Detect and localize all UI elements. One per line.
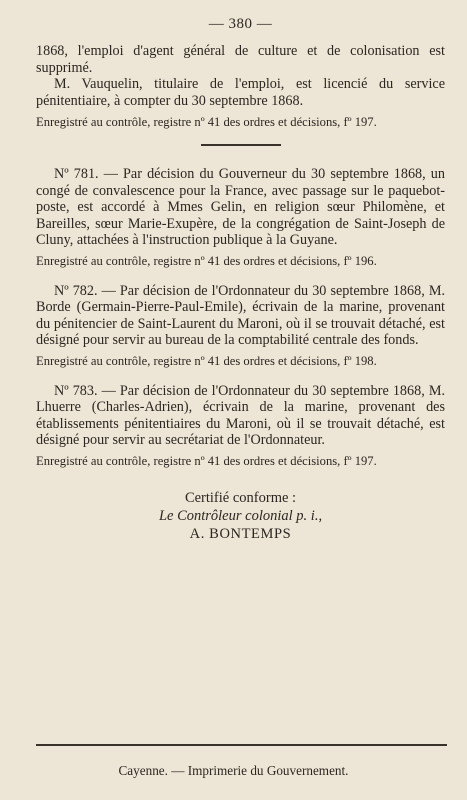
decision-text: Nº 783. — Par décision de l'Ordonnateur du 30 septembre 1868, M. Lhuerre (Charles-Adrien), écrivain de la marine, provenant des établissements pénitentiaires du Maroni, où il se trouvait détaché, est désigné pour servir au secrétariat de l'Ordonnateur.	[36, 382, 445, 448]
decision-text: Nº 782. — Par décision de l'Ordonnateur du 30 septembre 1868, M. Borde (Germain-Pierre-Paul-Emile), écrivain de la marine, provenant du pénitencier de Saint-Laurent du Maroni, où il se trouvait détaché, est désigné pour servir au bureau de la comptabilité centrale des fonds.	[36, 282, 445, 348]
controller-title: Le Contrôleur colonial p. i.,	[158, 507, 323, 524]
signatory-name: A. BONTEMPS	[189, 525, 292, 542]
page-number: — 380 —	[208, 16, 273, 32]
intro-paragraph-2: M. Vauquelin, titulaire de l'emploi, est licencié du service pénitentiaire, à compter du 30 septembre 1868.	[36, 76, 445, 109]
decision-registration-note: Enregistré au contrôle, registre nº 41 des ordres et décisions, fº 196.	[36, 253, 377, 268]
decision-783	[36, 383, 445, 469]
decision-registration-note: Enregistré au contrôle, registre nº 41 des ordres et décisions, fº 198.	[36, 353, 377, 368]
intro-registration-note: Enregistré au contrôle, registre nº 41 des ordres et décisions, fº 197.	[36, 115, 377, 129]
certification-line: Certifié conforme :	[184, 489, 297, 506]
printer-imprint: Cayenne. — Imprimerie du Gouvernement.	[118, 763, 349, 778]
footer-divider	[36, 744, 447, 746]
decision-registration-note: Enregistré au contrôle, registre nº 41 des ordres et décisions, fº 197.	[36, 453, 377, 468]
section-divider	[201, 144, 281, 146]
decision-782	[36, 283, 445, 369]
decision-781	[36, 166, 445, 269]
decision-text: Nº 781. — Par décision du Gouverneur du 30 septembre 1868, un congé de convalescence pour la France, avec passage sur le paquebot-poste, est accordé à Mmes Gelin, en religion sœur Philomène, et Bareilles, sœur Marie-Exupère, de la congrégation de Saint-Joseph de Cluny, attachées à l'instruction publique à la Guyane.	[36, 166, 445, 248]
intro-paragraph-1: 1868, l'emploi d'agent général de culture et de colonisation est supprimé.	[36, 43, 445, 76]
